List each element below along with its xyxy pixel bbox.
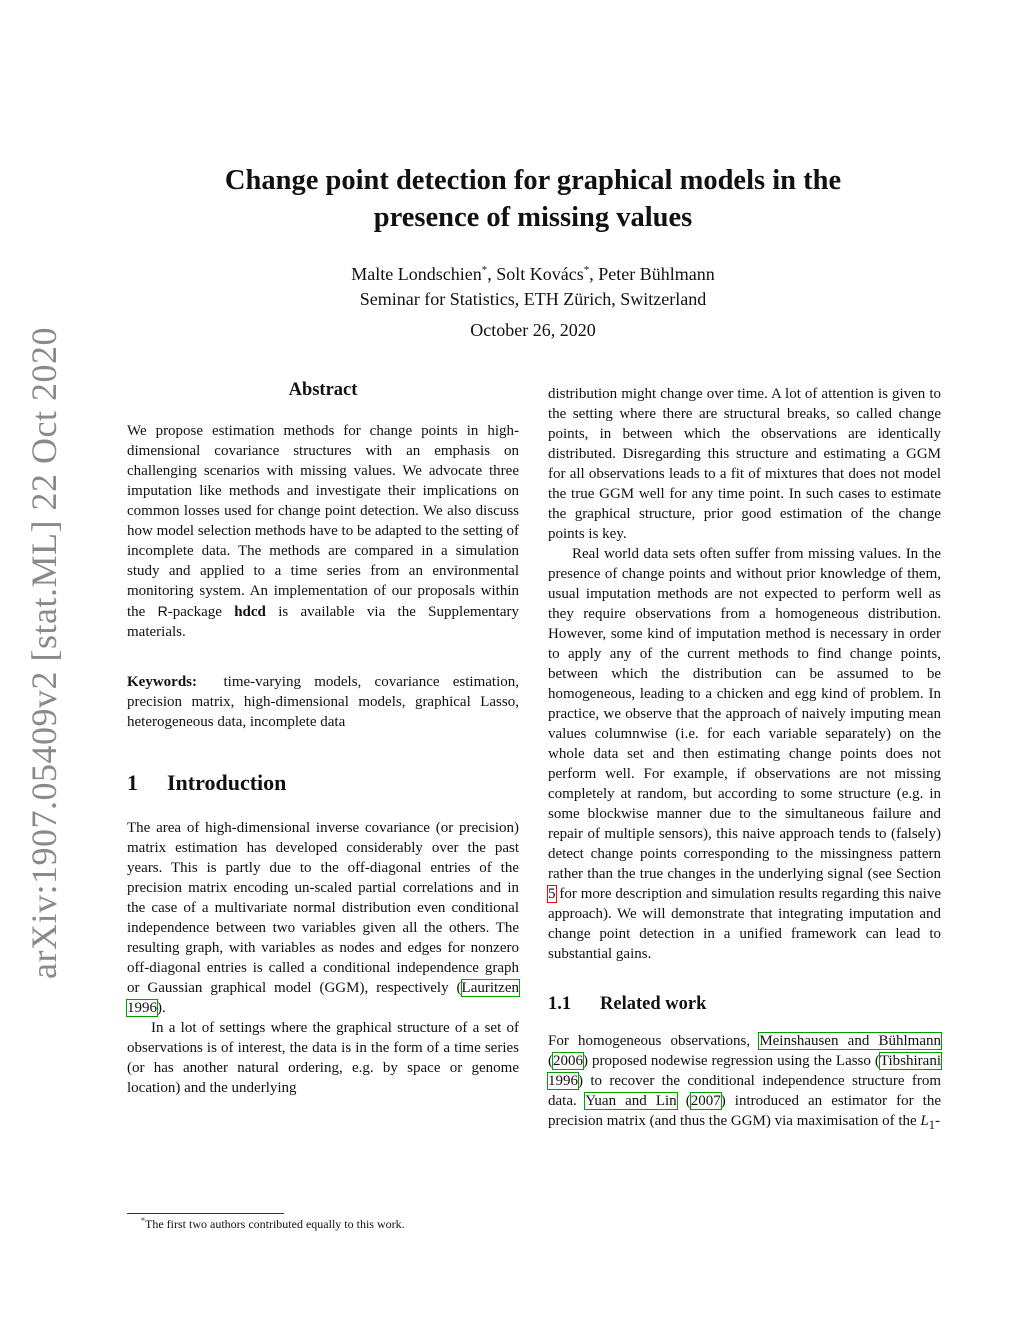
abstract-text-b: -package	[167, 604, 235, 620]
citation-yuan-lin[interactable]: Yuan and Lin	[585, 1093, 677, 1109]
citation-meinshausen-buhlmann[interactable]: Meinshausen and Bühlmann	[759, 1033, 942, 1049]
footnote-text: The first two authors contributed equally to this work.	[145, 1217, 405, 1231]
section-number: 1	[127, 770, 138, 795]
author-names	[120, 258, 946, 287]
affiliation: Seminar for Statistics, ETH Zürich, Switzerland	[359, 289, 707, 309]
author-2-mark: *	[583, 264, 590, 276]
intro-p1-end: ).	[157, 1000, 166, 1016]
rw-text-f: ) introduced an estimator for the precision matrix (and thus the GGM) via maximisation of the	[548, 1093, 941, 1129]
paper-date: October 26, 2020	[470, 320, 596, 340]
right-column	[548, 384, 941, 1135]
left-column	[127, 380, 519, 1098]
author-sep-2: ,	[589, 264, 599, 284]
right-p2-text-b: for more description and simulation results regarding this naive approach). We will demonstrate that integrating imputation and change point detection in a unified framework can lead to substantial gains.	[548, 886, 941, 962]
footnote-rule	[127, 1213, 284, 1214]
intro-paragraph-2: In a lot of settings where the graphical structure of a set of observations is of interest, the data is in the form of a time series (or has another natural ordering, e.g. by space or genome location) and the underlying	[127, 1020, 519, 1096]
section-title: Introduction	[167, 770, 287, 795]
title-line-1: Change point detection for graphical models in the	[224, 165, 842, 196]
author-3: Peter Bühlmann	[598, 264, 715, 284]
rw-text-d: ) to recover the conditional independence structure from data.	[548, 1073, 941, 1109]
rw-text-e: (	[676, 1093, 691, 1109]
section-reference-5[interactable]: 5	[548, 886, 556, 902]
keywords-label: Keywords:	[127, 674, 197, 690]
rw-text-c: ) proposed nodewise regression using the Lasso (	[583, 1053, 880, 1069]
footnote	[127, 1216, 519, 1232]
abstract-text-a: We propose estimation methods for change points in high-dimensional covariance structures with an emphasis on challenging scenarios with missing values. We advocate three imputation like methods and investigate their implications on common losses used for change point detection. We also discuss how model selection methods have to be adapted to the setting of incomplete data. The methods are compared in a simulation study and applied to a time series from an environmental monitoring system. An implementation of our proposals within the	[127, 423, 519, 620]
author-2: Solt Kovács	[496, 264, 584, 284]
r-language-label: R	[157, 603, 168, 619]
citation-lauritzen-1996[interactable]: Lauritzen 1996	[127, 980, 519, 1016]
abstract-heading: Abstract	[288, 380, 358, 400]
keywords-text: time-varying models, covariance estimation, precision matrix, high-dimensional models, graphical Lasso, heterogeneous data, incomplete data	[127, 674, 519, 730]
keywords	[127, 672, 519, 732]
math-l: L	[920, 1113, 929, 1129]
rw-text-a: For homogeneous observations,	[548, 1033, 760, 1049]
citation-meinshausen-year[interactable]: 2006	[553, 1053, 583, 1069]
right-p2-text-a: Real world data sets often suffer from missing values. In the presence of change points and without prior knowledge of them, usual imputation methods are not expected to perform well as they require observations from a homogeneous distribution. However, some kind of imputation method is necessary in order to apply any of the current methods to find change points, between which the distribution can be assumed to be homogeneous, leading to a chicken and egg kind of problem. In practice, we observe that the approach of naively imputing mean values columnwise (i.e. for each variable separately) on the whole data set and then estimating change points does not perform well. For example, if observations are not missing completely at random, but according to some structure (e.g. in some blockwise manner due to the simultaneous failure and repair of multiple sensors), this naive approach tends to (falsely) detect change points corresponding to the missingness pattern rather than the true changes in the underlying signal (see Section	[548, 546, 941, 882]
paper-title	[120, 162, 946, 236]
rw-text-g: -	[935, 1113, 941, 1129]
citation-yuan-lin-year[interactable]: 2007	[690, 1093, 721, 1109]
abstract-text	[127, 421, 519, 642]
subsection-title: Related work	[600, 994, 707, 1014]
right-paragraph-1: distribution might change over time. A lot of attention is given to the setting where there are structural breaks, so called change points, in between which the observations are identically distributed. Disregarding this structure and estimating a GGM for all observations leads to a fit of mixtures that does not model the true GGM well for any time point. In such cases to estimate the graphical structure, prior good estimation of the change points is key.	[548, 386, 941, 542]
related-work-paragraph	[548, 1031, 941, 1135]
intro-p1-text: The area of high-dimensional inverse covariance (or precision) matrix estimation has developed considerably over the past years. This is partly due to the off-diagonal entries of the precision matrix encoding un-scaled partial correlations and in the case of a multivariate normal distribution even conditional independence between two variables given all the others. The resulting graph, with variables as nodes and edges for nonzero off-diagonal entries is called a conditional independence graph or Gaussian graphical model (GGM), respectively (	[127, 820, 519, 996]
author-sep-1: ,	[487, 264, 497, 284]
title-line-2: presence of missing values	[373, 202, 693, 233]
math-l-subscript: 1	[928, 1118, 936, 1132]
citation-tibshirani-1996[interactable]: Tibshirani 1996	[548, 1053, 941, 1089]
author-1-mark: *	[481, 264, 488, 276]
subsection-heading-related-work	[548, 994, 941, 1015]
author-1: Malte Londschien	[351, 264, 482, 284]
subsection-number: 1.1	[548, 994, 572, 1014]
intro-paragraph-1	[127, 818, 519, 1018]
rw-text-b: (	[548, 1053, 553, 1069]
author-block	[120, 258, 946, 312]
arxiv-stamp-area	[6, 327, 82, 979]
package-name: hdcd	[234, 604, 266, 620]
footnote-mark: *	[141, 1216, 145, 1225]
right-paragraph-2	[548, 544, 941, 964]
arxiv-stamp: arXiv:1907.05409v2 [stat.ML] 22 Oct 2020	[24, 327, 65, 979]
section-heading-introduction	[127, 770, 519, 796]
abstract-text-c: is available via the Supplementary materials.	[127, 604, 519, 640]
